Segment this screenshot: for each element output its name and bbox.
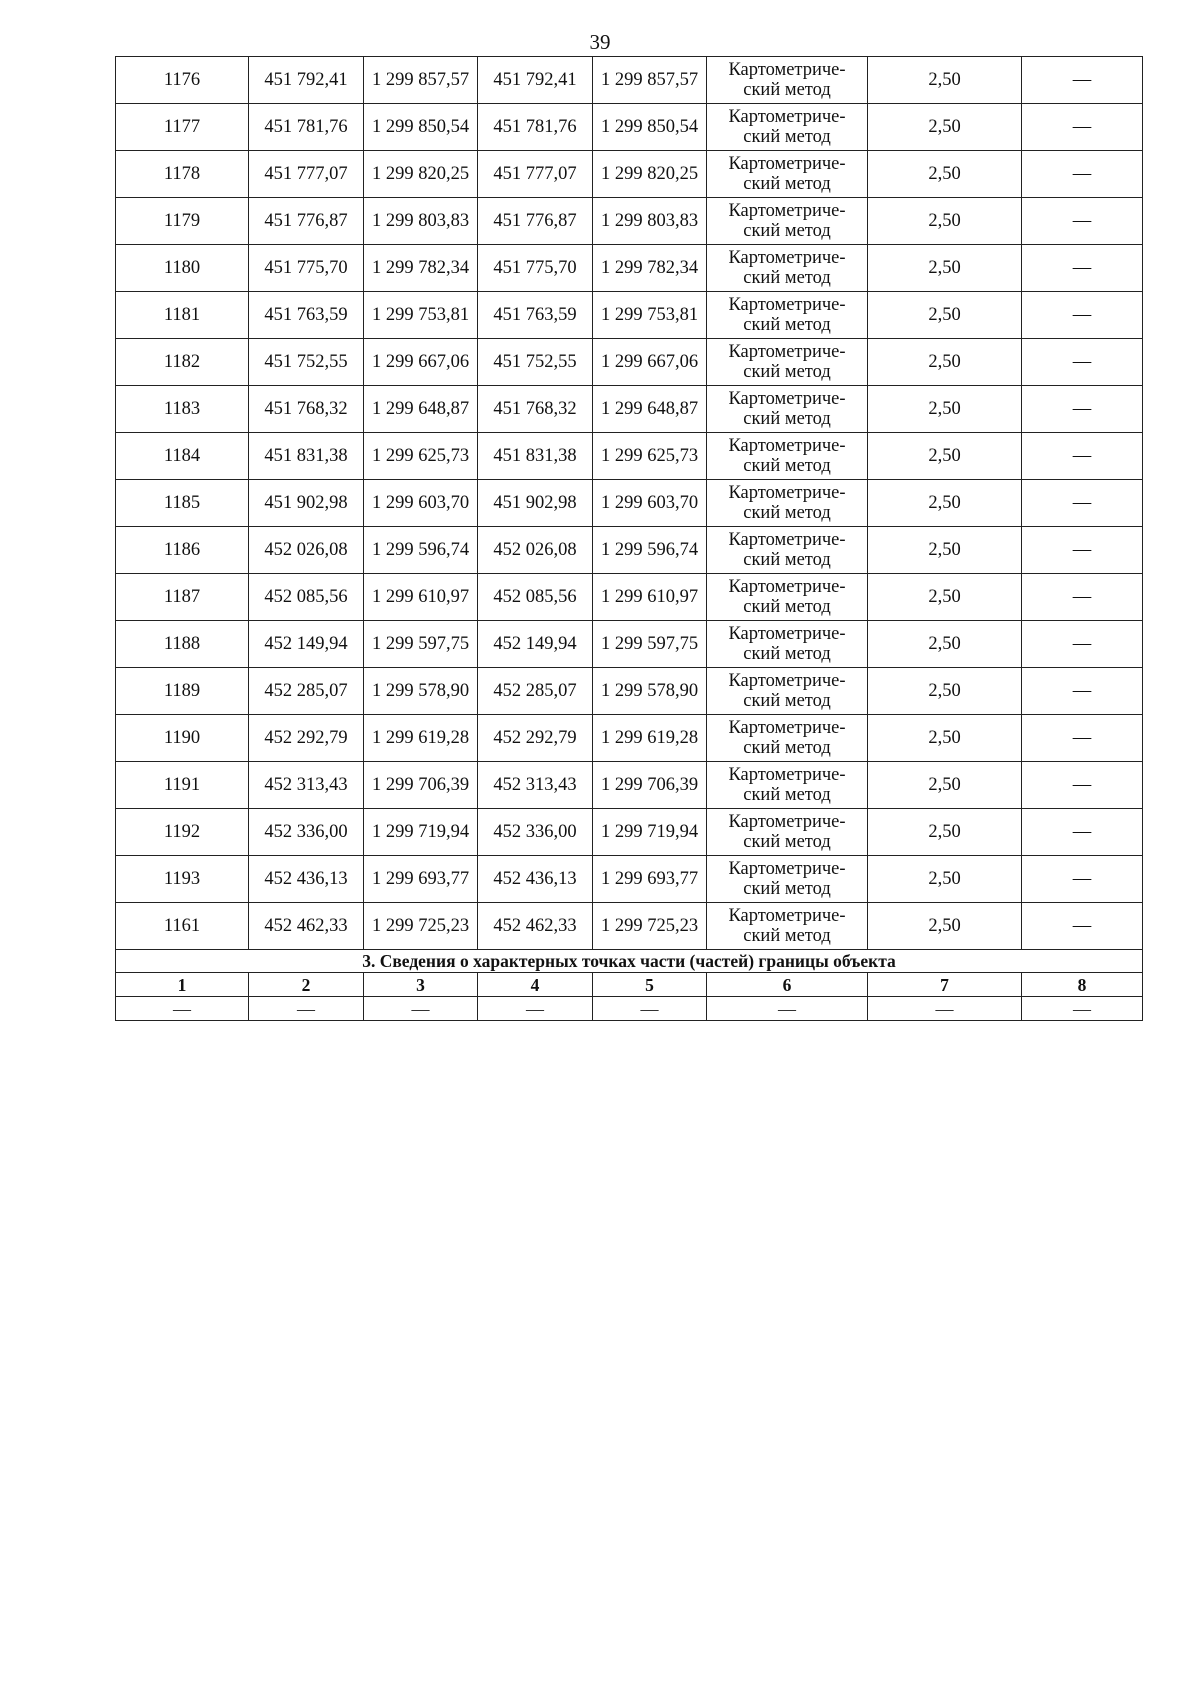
method-text: Картометриче- — [728, 107, 846, 127]
method-text: ский метод — [743, 174, 831, 194]
coord-y-new-cell: 1 299 820,25 — [593, 151, 707, 198]
note-cell: — — [1022, 386, 1143, 433]
point-number-cell: 1193 — [116, 856, 249, 903]
empty-cell: — — [116, 997, 249, 1021]
table-row — [116, 292, 1143, 339]
note-cell: — — [1022, 715, 1143, 762]
point-number-cell: 1161 — [116, 903, 249, 950]
coord-x-new-cell: 452 149,94 — [478, 621, 593, 668]
coord-y-existing-cell: 1 299 803,83 — [364, 198, 478, 245]
coord-y-existing-cell: 1 299 782,34 — [364, 245, 478, 292]
coord-x-existing-cell: 452 313,43 — [249, 762, 364, 809]
point-number-cell: 1187 — [116, 574, 249, 621]
method-text: Картометриче- — [728, 812, 846, 832]
coord-x-new-cell: 451 902,98 — [478, 480, 593, 527]
coordinates-table — [115, 56, 1143, 1021]
coord-y-existing-cell: 1 299 667,06 — [364, 339, 478, 386]
point-number-cell: 1185 — [116, 480, 249, 527]
coord-x-existing-cell: 452 462,33 — [249, 903, 364, 950]
table-row — [116, 386, 1143, 433]
method-text: ский метод — [743, 503, 831, 523]
note-cell: — — [1022, 151, 1143, 198]
coordinates-table-body — [116, 57, 1143, 1021]
table-row — [116, 480, 1143, 527]
coord-x-existing-cell: 451 831,38 — [249, 433, 364, 480]
column-number: 8 — [1022, 973, 1143, 997]
method-text: ский метод — [743, 315, 831, 335]
coord-y-new-cell: 1 299 597,75 — [593, 621, 707, 668]
coord-y-existing-cell: 1 299 625,73 — [364, 433, 478, 480]
coord-y-new-cell: 1 299 693,77 — [593, 856, 707, 903]
accuracy-cell: 2,50 — [868, 104, 1022, 151]
coord-y-new-cell: 1 299 725,23 — [593, 903, 707, 950]
coord-x-existing-cell: 451 792,41 — [249, 57, 364, 104]
coord-y-existing-cell: 1 299 610,97 — [364, 574, 478, 621]
method-cell — [707, 809, 868, 856]
accuracy-cell: 2,50 — [868, 151, 1022, 198]
note-cell: — — [1022, 433, 1143, 480]
point-number-cell: 1191 — [116, 762, 249, 809]
method-text: Картометриче- — [728, 295, 846, 315]
coord-y-new-cell: 1 299 578,90 — [593, 668, 707, 715]
coord-x-new-cell: 452 026,08 — [478, 527, 593, 574]
method-text: ский метод — [743, 221, 831, 241]
table-row — [116, 621, 1143, 668]
coord-x-new-cell: 452 292,79 — [478, 715, 593, 762]
column-number-row — [116, 973, 1143, 997]
accuracy-cell: 2,50 — [868, 339, 1022, 386]
point-number-cell: 1176 — [116, 57, 249, 104]
coord-x-existing-cell: 451 781,76 — [249, 104, 364, 151]
note-cell: — — [1022, 621, 1143, 668]
accuracy-cell: 2,50 — [868, 292, 1022, 339]
method-text: Картометриче- — [728, 60, 846, 80]
column-number: 5 — [593, 973, 707, 997]
table-row — [116, 715, 1143, 762]
coord-y-existing-cell: 1 299 596,74 — [364, 527, 478, 574]
coord-y-existing-cell: 1 299 619,28 — [364, 715, 478, 762]
method-text: Картометриче- — [728, 906, 846, 926]
table-row — [116, 527, 1143, 574]
method-text: Картометриче- — [728, 201, 846, 221]
empty-cell: — — [868, 997, 1022, 1021]
method-text: ский метод — [743, 362, 831, 382]
note-cell: — — [1022, 762, 1143, 809]
coord-x-existing-cell: 452 149,94 — [249, 621, 364, 668]
table-row — [116, 433, 1143, 480]
accuracy-cell: 2,50 — [868, 621, 1022, 668]
method-cell — [707, 198, 868, 245]
accuracy-cell: 2,50 — [868, 433, 1022, 480]
method-cell — [707, 245, 868, 292]
method-cell — [707, 57, 868, 104]
point-number-cell: 1182 — [116, 339, 249, 386]
coord-x-existing-cell: 452 026,08 — [249, 527, 364, 574]
coord-y-new-cell: 1 299 850,54 — [593, 104, 707, 151]
note-cell: — — [1022, 292, 1143, 339]
coord-x-existing-cell: 451 775,70 — [249, 245, 364, 292]
coord-y-existing-cell: 1 299 597,75 — [364, 621, 478, 668]
method-text: Картометриче- — [728, 765, 846, 785]
table-row — [116, 198, 1143, 245]
note-cell: — — [1022, 339, 1143, 386]
coord-y-existing-cell: 1 299 857,57 — [364, 57, 478, 104]
point-number-cell: 1190 — [116, 715, 249, 762]
empty-data-row — [116, 997, 1143, 1021]
coord-x-existing-cell: 452 336,00 — [249, 809, 364, 856]
coord-y-existing-cell: 1 299 719,94 — [364, 809, 478, 856]
accuracy-cell: 2,50 — [868, 856, 1022, 903]
accuracy-cell: 2,50 — [868, 527, 1022, 574]
accuracy-cell: 2,50 — [868, 198, 1022, 245]
coord-y-existing-cell: 1 299 850,54 — [364, 104, 478, 151]
coord-y-new-cell: 1 299 667,06 — [593, 339, 707, 386]
method-cell — [707, 903, 868, 950]
method-text: ский метод — [743, 879, 831, 899]
coord-y-existing-cell: 1 299 725,23 — [364, 903, 478, 950]
section-3-row — [116, 950, 1143, 973]
note-cell: — — [1022, 809, 1143, 856]
point-number-cell: 1186 — [116, 527, 249, 574]
method-cell — [707, 762, 868, 809]
method-text: Картометриче- — [728, 342, 846, 362]
coord-y-existing-cell: 1 299 578,90 — [364, 668, 478, 715]
column-number: 2 — [249, 973, 364, 997]
coord-x-new-cell: 451 792,41 — [478, 57, 593, 104]
method-cell — [707, 151, 868, 198]
point-number-cell: 1188 — [116, 621, 249, 668]
table-row — [116, 856, 1143, 903]
method-text: ский метод — [743, 691, 831, 711]
method-text: Картометриче- — [728, 248, 846, 268]
note-cell: — — [1022, 574, 1143, 621]
table-row — [116, 339, 1143, 386]
coord-x-existing-cell: 451 776,87 — [249, 198, 364, 245]
coord-x-existing-cell: 451 763,59 — [249, 292, 364, 339]
accuracy-cell: 2,50 — [868, 762, 1022, 809]
point-number-cell: 1177 — [116, 104, 249, 151]
note-cell: — — [1022, 668, 1143, 715]
method-text: Картометриче- — [728, 483, 846, 503]
accuracy-cell: 2,50 — [868, 386, 1022, 433]
method-text: Картометриче- — [728, 436, 846, 456]
accuracy-cell: 2,50 — [868, 809, 1022, 856]
method-text: ский метод — [743, 597, 831, 617]
note-cell: — — [1022, 104, 1143, 151]
method-cell — [707, 574, 868, 621]
accuracy-cell: 2,50 — [868, 668, 1022, 715]
coord-x-new-cell: 451 752,55 — [478, 339, 593, 386]
point-number-cell: 1178 — [116, 151, 249, 198]
coord-x-existing-cell: 451 752,55 — [249, 339, 364, 386]
accuracy-cell: 2,50 — [868, 57, 1022, 104]
note-cell: — — [1022, 903, 1143, 950]
coord-y-existing-cell: 1 299 706,39 — [364, 762, 478, 809]
method-text: ский метод — [743, 738, 831, 758]
section-3-title: 3. Сведения о характерных точках части (частей) границы объекта — [116, 950, 1143, 973]
coord-x-new-cell: 452 462,33 — [478, 903, 593, 950]
method-text: Картометриче- — [728, 577, 846, 597]
method-text: ский метод — [743, 785, 831, 805]
coord-x-existing-cell: 451 902,98 — [249, 480, 364, 527]
coord-y-new-cell: 1 299 706,39 — [593, 762, 707, 809]
coord-x-existing-cell: 452 085,56 — [249, 574, 364, 621]
coord-x-new-cell: 452 085,56 — [478, 574, 593, 621]
coord-x-existing-cell: 451 777,07 — [249, 151, 364, 198]
coord-x-new-cell: 451 775,70 — [478, 245, 593, 292]
accuracy-cell: 2,50 — [868, 245, 1022, 292]
coord-x-existing-cell: 451 768,32 — [249, 386, 364, 433]
method-text: Картометриче- — [728, 718, 846, 738]
coord-x-new-cell: 451 776,87 — [478, 198, 593, 245]
column-number: 7 — [868, 973, 1022, 997]
coord-y-new-cell: 1 299 719,94 — [593, 809, 707, 856]
page-number: 39 — [589, 30, 611, 54]
column-number: 4 — [478, 973, 593, 997]
point-number-cell: 1180 — [116, 245, 249, 292]
coord-y-existing-cell: 1 299 693,77 — [364, 856, 478, 903]
accuracy-cell: 2,50 — [868, 574, 1022, 621]
coord-x-new-cell: 452 285,07 — [478, 668, 593, 715]
empty-cell: — — [364, 997, 478, 1021]
accuracy-cell: 2,50 — [868, 903, 1022, 950]
method-cell — [707, 104, 868, 151]
method-text: ский метод — [743, 80, 831, 100]
method-text: ский метод — [743, 832, 831, 852]
note-cell: — — [1022, 198, 1143, 245]
table-row — [116, 574, 1143, 621]
coord-y-existing-cell: 1 299 648,87 — [364, 386, 478, 433]
method-text: ский метод — [743, 456, 831, 476]
empty-cell: — — [593, 997, 707, 1021]
coord-x-existing-cell: 452 292,79 — [249, 715, 364, 762]
note-cell: — — [1022, 856, 1143, 903]
point-number-cell: 1184 — [116, 433, 249, 480]
point-number-cell: 1183 — [116, 386, 249, 433]
method-cell — [707, 856, 868, 903]
coord-y-new-cell: 1 299 610,97 — [593, 574, 707, 621]
method-text: ский метод — [743, 644, 831, 664]
method-text: ский метод — [743, 127, 831, 147]
coord-x-new-cell: 452 313,43 — [478, 762, 593, 809]
table-row — [116, 104, 1143, 151]
empty-cell: — — [707, 997, 868, 1021]
point-number-cell: 1181 — [116, 292, 249, 339]
accuracy-cell: 2,50 — [868, 480, 1022, 527]
empty-cell: — — [478, 997, 593, 1021]
empty-cell: — — [1022, 997, 1143, 1021]
method-cell — [707, 433, 868, 480]
coord-x-new-cell: 452 436,13 — [478, 856, 593, 903]
point-number-cell: 1192 — [116, 809, 249, 856]
coord-x-new-cell: 451 831,38 — [478, 433, 593, 480]
table-row — [116, 903, 1143, 950]
method-text: Картометриче- — [728, 671, 846, 691]
coord-y-new-cell: 1 299 648,87 — [593, 386, 707, 433]
method-text: Картометриче- — [728, 859, 846, 879]
coord-y-new-cell: 1 299 782,34 — [593, 245, 707, 292]
method-text: ский метод — [743, 268, 831, 288]
method-text: ский метод — [743, 926, 831, 946]
table-row — [116, 57, 1143, 104]
method-cell — [707, 621, 868, 668]
coord-x-existing-cell: 452 285,07 — [249, 668, 364, 715]
coord-x-existing-cell: 452 436,13 — [249, 856, 364, 903]
method-cell — [707, 715, 868, 762]
method-text: ский метод — [743, 409, 831, 429]
coord-y-existing-cell: 1 299 603,70 — [364, 480, 478, 527]
table-row — [116, 151, 1143, 198]
table-row — [116, 245, 1143, 292]
coord-y-new-cell: 1 299 596,74 — [593, 527, 707, 574]
coord-y-new-cell: 1 299 753,81 — [593, 292, 707, 339]
method-text: Картометриче- — [728, 624, 846, 644]
coord-y-new-cell: 1 299 803,83 — [593, 198, 707, 245]
coord-y-new-cell: 1 299 625,73 — [593, 433, 707, 480]
coord-x-new-cell: 451 781,76 — [478, 104, 593, 151]
method-cell — [707, 480, 868, 527]
coord-y-new-cell: 1 299 857,57 — [593, 57, 707, 104]
coord-y-existing-cell: 1 299 820,25 — [364, 151, 478, 198]
coord-x-new-cell: 451 777,07 — [478, 151, 593, 198]
coord-y-new-cell: 1 299 603,70 — [593, 480, 707, 527]
point-number-cell: 1189 — [116, 668, 249, 715]
coord-y-new-cell: 1 299 619,28 — [593, 715, 707, 762]
note-cell: — — [1022, 57, 1143, 104]
coord-x-new-cell: 451 768,32 — [478, 386, 593, 433]
note-cell: — — [1022, 527, 1143, 574]
method-cell — [707, 339, 868, 386]
accuracy-cell: 2,50 — [868, 715, 1022, 762]
coord-y-existing-cell: 1 299 753,81 — [364, 292, 478, 339]
coord-x-new-cell: 451 763,59 — [478, 292, 593, 339]
note-cell: — — [1022, 245, 1143, 292]
table-row — [116, 809, 1143, 856]
note-cell: — — [1022, 480, 1143, 527]
method-text: Картометриче- — [728, 154, 846, 174]
coord-x-new-cell: 452 336,00 — [478, 809, 593, 856]
method-cell — [707, 668, 868, 715]
point-number-cell: 1179 — [116, 198, 249, 245]
empty-cell: — — [249, 997, 364, 1021]
column-number: 3 — [364, 973, 478, 997]
column-number: 6 — [707, 973, 868, 997]
method-cell — [707, 386, 868, 433]
method-text: Картометриче- — [728, 530, 846, 550]
table-row — [116, 668, 1143, 715]
table-row — [116, 762, 1143, 809]
method-text: ский метод — [743, 550, 831, 570]
method-cell — [707, 292, 868, 339]
column-number: 1 — [116, 973, 249, 997]
method-cell — [707, 527, 868, 574]
method-text: Картометриче- — [728, 389, 846, 409]
